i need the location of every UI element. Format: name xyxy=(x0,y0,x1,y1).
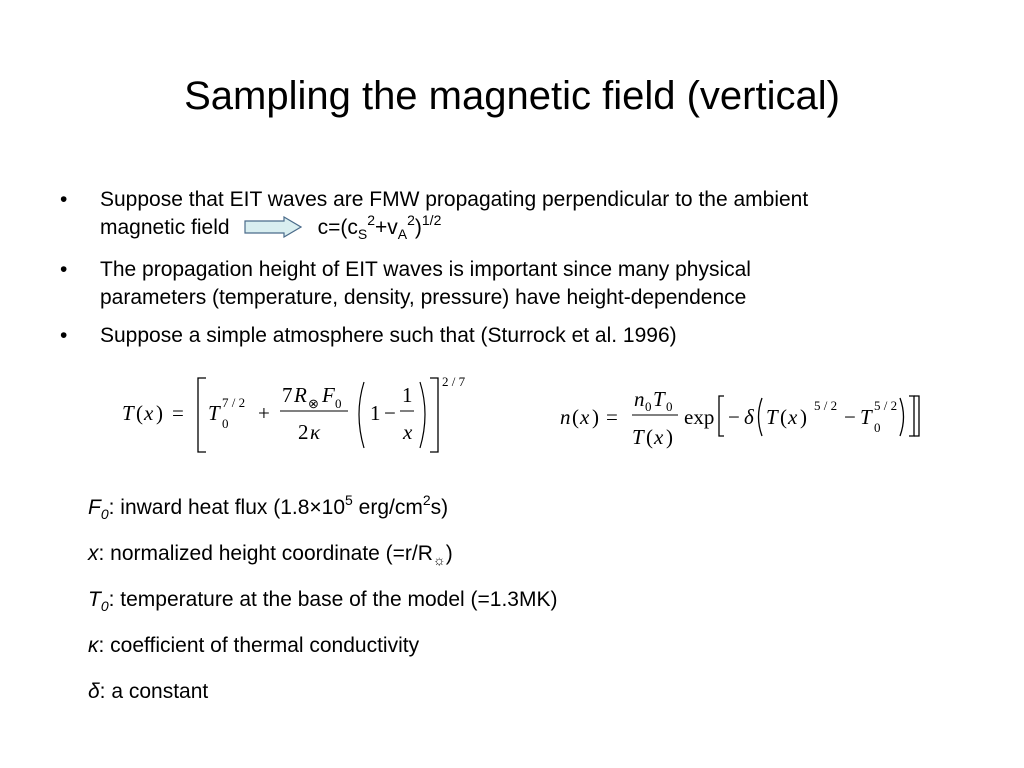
bullet-line-prefix: magnetic field xyxy=(100,216,230,239)
svg-text:2 / 7: 2 / 7 xyxy=(442,374,466,389)
svg-text:0: 0 xyxy=(666,399,673,414)
bullet-line: Suppose that EIT waves are FMW propagating perpendicular to the ambient xyxy=(100,188,809,211)
svg-text:): ) xyxy=(592,405,599,429)
svg-text:7 / 2: 7 / 2 xyxy=(222,395,246,410)
svg-text:F: F xyxy=(322,383,335,407)
slide-title: Sampling the magnetic field (vertical) xyxy=(184,74,840,118)
svg-text:−: − xyxy=(384,401,396,425)
svg-text:(: ( xyxy=(572,405,579,429)
bullet-text xyxy=(100,256,980,312)
svg-text:⊗: ⊗ xyxy=(308,396,319,411)
svg-text:T: T xyxy=(766,405,778,429)
svg-text:(: ( xyxy=(136,401,143,425)
temperature-equation-image xyxy=(118,372,478,458)
svg-text:x: x xyxy=(144,401,154,425)
svg-text:−: − xyxy=(728,405,740,429)
svg-text:(: ( xyxy=(780,405,787,429)
bullet-marker: • xyxy=(60,188,68,211)
svg-text:T: T xyxy=(122,401,134,425)
svg-text:κ: κ xyxy=(310,420,321,444)
svg-text:T: T xyxy=(208,401,220,425)
svg-text:0: 0 xyxy=(222,416,229,431)
svg-text:=: = xyxy=(172,401,184,425)
svg-text:5 / 2: 5 / 2 xyxy=(814,398,838,413)
right-arrow-icon xyxy=(244,216,302,238)
svg-text:5 / 2: 5 / 2 xyxy=(874,398,898,413)
svg-text:T: T xyxy=(860,405,872,429)
svg-text:n: n xyxy=(634,387,645,411)
density-equation-image xyxy=(558,386,928,456)
bullet-marker: • xyxy=(60,324,68,347)
svg-text:7: 7 xyxy=(282,383,293,407)
svg-text:): ) xyxy=(666,425,673,449)
svg-text:n: n xyxy=(560,405,571,429)
definition-kappa: κ: coefficient of thermal conductivity xyxy=(88,634,420,657)
bullet-marker: • xyxy=(60,258,68,281)
svg-text:): ) xyxy=(156,401,163,425)
definition-delta: δ: a constant xyxy=(88,680,209,703)
svg-text:1: 1 xyxy=(402,383,413,407)
svg-text:+: + xyxy=(258,401,270,425)
svg-text:−: − xyxy=(844,405,856,429)
svg-text:x: x xyxy=(788,405,798,429)
speed-formula: $c=(c_S^2+v_A^2)^{1/2}$ xyxy=(317,212,442,242)
svg-text:exp: exp xyxy=(684,405,715,429)
svg-text:=: = xyxy=(606,405,618,429)
svg-text:0: 0 xyxy=(645,399,652,414)
svg-text:x: x xyxy=(654,425,664,449)
bullet-line: Suppose a simple atmosphere such that (Sturrock et al. 1996) xyxy=(100,324,677,347)
svg-text:R: R xyxy=(294,383,307,407)
temperature-equation xyxy=(118,372,478,463)
svg-text:x: x xyxy=(580,405,590,429)
svg-text:0: 0 xyxy=(874,420,881,435)
density-equation xyxy=(558,386,928,461)
svg-text:2: 2 xyxy=(298,420,309,444)
bullet-line: parameters (temperature, density, pressure) have height-dependence xyxy=(100,286,747,309)
definition-f0: $F_0$: inward heat flux ($1.8\times 10^5$ erg/$cm^2s$) xyxy=(88,492,449,522)
bullet-text xyxy=(100,322,980,350)
svg-text:T: T xyxy=(632,425,644,449)
svg-text:T: T xyxy=(653,387,665,411)
bullet-line xyxy=(100,214,980,242)
definition-x: x: normalized height coordinate $(=r/R_☼)$ xyxy=(88,542,453,568)
svg-text:x: x xyxy=(403,420,413,444)
svg-text:δ: δ xyxy=(744,405,754,429)
svg-text:): ) xyxy=(800,405,807,429)
svg-text:1: 1 xyxy=(370,401,381,425)
svg-text:(: ( xyxy=(646,425,653,449)
bullet-line: The propagation height of EIT waves is important since many physical xyxy=(100,258,751,281)
svg-text:0: 0 xyxy=(335,396,342,411)
bullet-text xyxy=(100,186,980,242)
definition-t0: $T_0$: temperature at the base of the model (=1.3MK) xyxy=(88,588,558,614)
